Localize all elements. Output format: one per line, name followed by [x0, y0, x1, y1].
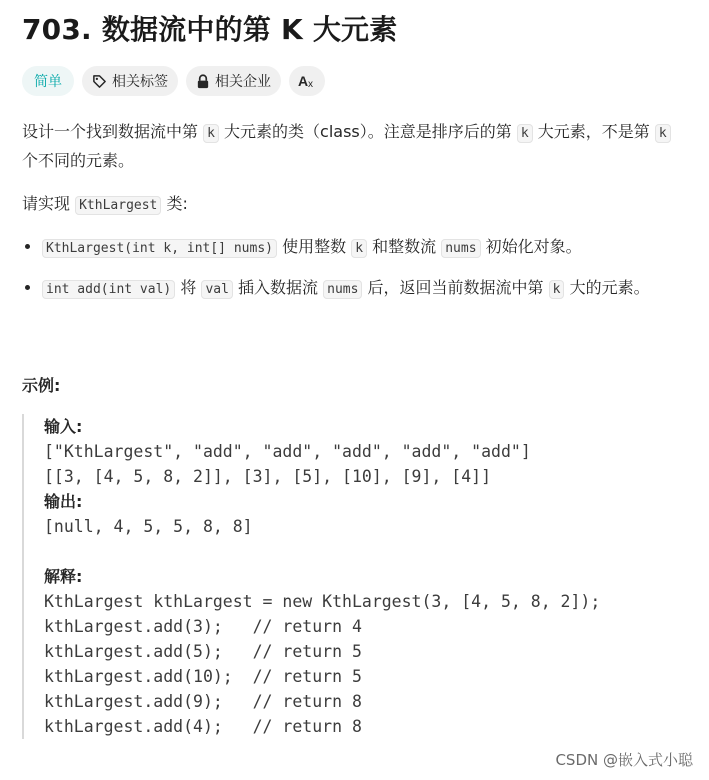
input-line: [[3, [4, 5, 8, 2]], [3], [5], [10], [9], [4]]	[44, 467, 492, 486]
inline-code: int add(int val)	[42, 280, 175, 299]
explain-label: 解释:	[44, 567, 83, 586]
description-text: 个不同的元素。	[22, 151, 135, 170]
input-line: ["KthLargest", "add", "add", "add", "add", "add"]	[44, 442, 531, 461]
related-companies-button[interactable]	[186, 66, 281, 96]
method-text: 将	[180, 278, 197, 297]
lock-icon	[196, 74, 210, 89]
output-line: [null, 4, 5, 5, 8, 8]	[44, 517, 253, 536]
problem-description	[22, 118, 687, 174]
description-text: 大元素的类（class）。注意是排序后的第	[224, 122, 512, 141]
related-topics-label: 相关标签	[112, 74, 168, 90]
inline-code: nums	[323, 280, 362, 299]
difficulty-badge[interactable]: 简单	[22, 66, 74, 96]
description-text: 设计一个找到数据流中第	[22, 122, 199, 141]
inline-code: k	[517, 124, 533, 143]
inline-code: k	[549, 280, 565, 299]
output-label: 输出:	[44, 492, 83, 511]
implement-text: 请实现	[22, 194, 71, 213]
example-block	[22, 414, 687, 739]
method-text: 大的元素。	[569, 278, 650, 297]
inline-code: k	[655, 124, 671, 143]
problem-title: 703. 数据流中的第 K 大元素	[22, 13, 398, 46]
method-text: 插入数据流	[238, 278, 319, 297]
class-name-code: KthLargest	[75, 196, 161, 215]
method-text: 和整数流	[372, 237, 437, 256]
method-text: 使用整数	[282, 237, 347, 256]
description-text: 大元素，不是第	[537, 122, 650, 141]
method-text: 后，返回当前数据流中第	[367, 278, 544, 297]
example-heading: 示例:	[22, 376, 61, 395]
input-label: 输入:	[44, 417, 83, 436]
explain-line: kthLargest.add(5); // return 5	[44, 642, 362, 661]
method-text: 初始化对象。	[485, 237, 582, 256]
explain-line: kthLargest.add(3); // return 4	[44, 617, 362, 636]
tag-bar	[22, 66, 687, 96]
implement-line	[22, 190, 687, 219]
svg-text:x: x	[308, 79, 313, 89]
related-topics-button[interactable]	[82, 66, 178, 96]
inline-code: KthLargest(int k, int[] nums)	[42, 239, 277, 258]
svg-text:A: A	[298, 73, 309, 89]
list-item	[42, 274, 687, 303]
list-item	[42, 233, 687, 262]
implement-text: 类:	[166, 194, 188, 213]
related-companies-label: 相关企业	[215, 74, 271, 90]
inline-code: val	[201, 280, 232, 299]
method-list	[22, 233, 687, 303]
inline-code: k	[351, 239, 367, 258]
translate-button[interactable]	[289, 66, 325, 96]
tag-icon	[92, 74, 107, 89]
inline-code: nums	[441, 239, 480, 258]
problem-page	[22, 0, 687, 739]
inline-code: k	[203, 124, 219, 143]
translate-icon	[298, 73, 316, 89]
csdn-watermark: CSDN @嵌入式小聪	[555, 751, 693, 769]
explain-line: KthLargest kthLargest = new KthLargest(3, [4, 5, 8, 2]);	[44, 592, 601, 611]
explain-line: kthLargest.add(9); // return 8	[44, 692, 362, 711]
explain-line: kthLargest.add(10); // return 5	[44, 667, 362, 686]
explain-line: kthLargest.add(4); // return 8	[44, 717, 362, 736]
